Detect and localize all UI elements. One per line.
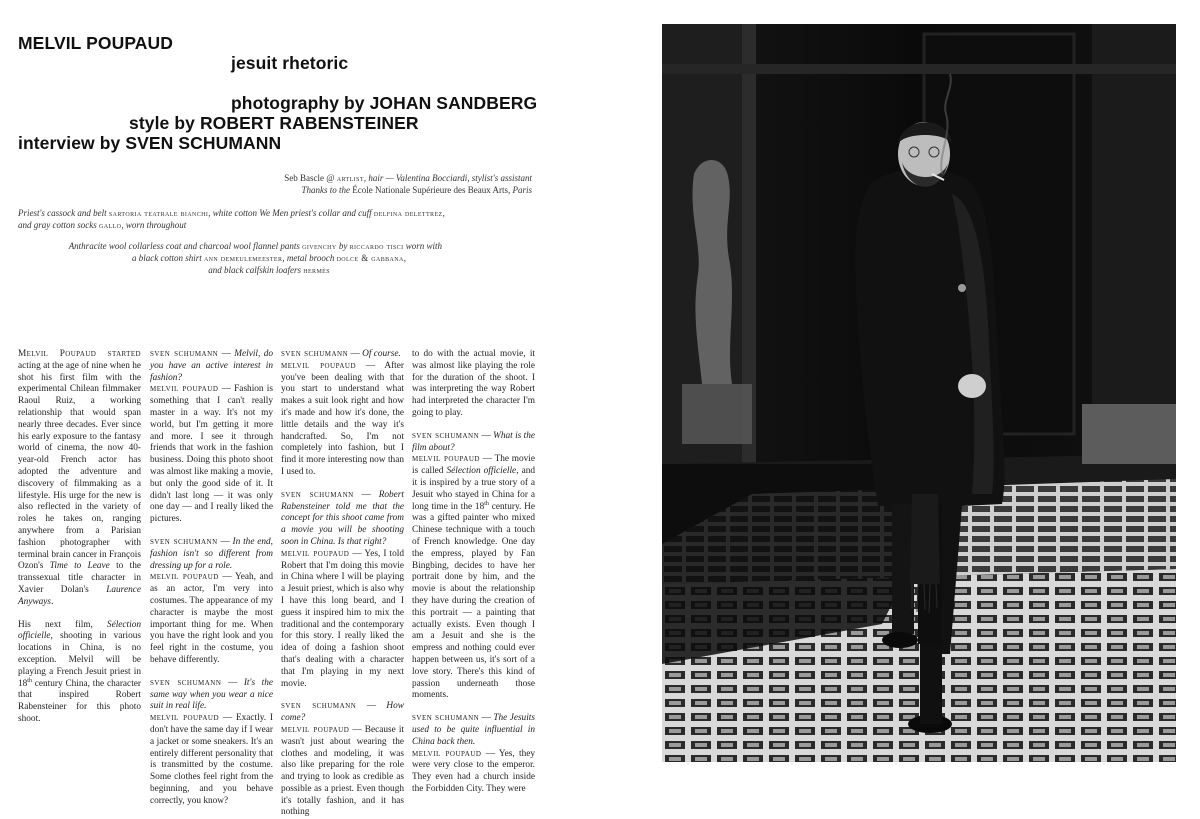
intro-paragraph-2: His next film, Sélection officielle, shooting in various locations in China, is no exception. Melvil will be playing a French Jesuit priest in 18th century China, the character that inspired Robert Rabensteiner for this photo shoot.	[18, 619, 141, 724]
question: sven schumann — How come?	[281, 701, 404, 724]
answer: melvil poupaud — Exactly. I don't have the same day if I wear a jacket or some sneakers. It's an entirely different personality that is transmitted by the costume. Some clothes feel right from the beginning, and you behave correctly, you know?	[150, 713, 273, 806]
shoe-left	[882, 632, 918, 648]
question: sven schumann — Of course.	[281, 349, 401, 359]
portrait-photo	[662, 24, 1176, 762]
question: sven schumann — The Jesuits used to be quite influential in China back then.	[412, 713, 535, 747]
interview-credit	[18, 133, 281, 153]
answer: melvil poupaud — Yes, they were very close to the emperor. They even had a church inside the Forbidden City. They were	[412, 748, 535, 794]
answer: melvil poupaud — Yeah, and as an actor, I'm very into costumes. The appearance of my character is maybe the most important thing for me. When you have the right look and you feel right in the costume, you behave differently.	[150, 572, 273, 665]
article-title: MELVIL POUPAUD	[18, 33, 174, 53]
portrait-illustration	[662, 24, 1176, 762]
photography-prefix: photography by	[231, 93, 370, 113]
answer-continued: to do with the actual movie, it was almost like playing the role for the duration of the shoot. I was interpreting the way Robert had interpreted the character I'm going to play.	[412, 349, 535, 418]
answer: melvil poupaud — The movie is called Sélection officielle, and it is inspired by a true story of a Jesuit who stayed in China for a long time in the 18th century. He was a gifted painter who mixed Chinese technique with a touch of French knowledge. One day the empress, played by Fan Bingbing, decides to have her portrait done by him, and the movie is about the relationship they have during the creation of this portrait — a painting that actually exists. Even though I am a Jesuit and she is the empress and nothing could ever happen between us, it's sort of a love story. There's this kind of passion underneath those moments.	[412, 454, 535, 701]
question: sven schumann — What is the film about?	[412, 430, 535, 453]
question: sven schumann — Melvil, do you have an active interest in fashion?	[150, 349, 273, 383]
text-column-2	[150, 349, 273, 807]
text-column-1	[18, 349, 141, 737]
question: sven schumann — Robert Rabensteiner told me that the concept for this shoot came from a movie you will be shooting soon in China. Is that right?	[281, 489, 404, 547]
intro-paragraph: Melvil Poupaud started acting at the age of nine when he shot his first film with the experimental Chilean filmmaker Raoul Ruiz, a working relationship that would span nearly three decades. Ever since his early exposure to the fantasy world of cinema, the now 40-year-old French actor has adopted the adventure and discovery of filmmaking as a lifestyle. His urge for the new is also reflected in the variety of roles he takes on, ranging anywhere from a Parisian fashion photographer with terminal brain cancer in François Ozon's Time to Leave to the transsexual title character in Xavier Dolan's Laurence Anyways.	[18, 349, 141, 607]
article-subtitle: jesuit rhetoric	[231, 53, 349, 73]
hand	[958, 374, 986, 398]
answer: melvil poupaud — Yes, I told Robert that I'm doing this movie in China where I will be playing a Jesuit priest, which is also why I have this long beard, and I guess it inspired him to mix the traditional and the contemporary for this story. I really liked the idea of doing a fashion shoot that's dealing with a character that I'm playing in my next movie.	[281, 548, 404, 689]
style-prefix: style by	[129, 113, 200, 133]
stylist-name: ROBERT RABENSTEINER	[199, 113, 419, 133]
answer: melvil poupaud — Because it wasn't just about wearing the clothes and modeling, it was also like preparing for the role and trying to look as credible as possible as a priest. Even though it's totally fashion, and it has nothing	[281, 724, 404, 818]
column-right	[1092, 24, 1176, 454]
look-credit-2: Anthracite wool collarless coat and charcoal wool flannel pants givenchy by riccardo tisci worn with	[68, 241, 442, 251]
question: sven schumann — It's the same way when you wear a nice suit in real life.	[150, 677, 274, 712]
answer: melvil poupaud — After you've been dealing with that you start to understand what makes a suit look right and how it's made and how it's done, the little details and the way it's handcrafted. So, I'm not completely into fashion, but I find it more interesting now than I used to.	[281, 360, 404, 477]
assistant-credit: Seb Bascle @ artlist, hair — Valentina Bocciardi, stylist's assistant	[284, 173, 532, 183]
look-credit-1: Priest's cassock and belt sartoria teatrale bianchi, white cotton We Men priest's collar and cuff delfina delettrez,	[18, 208, 445, 218]
style-credit	[129, 113, 419, 133]
question: sven schumann — In the end, fashion isn't so different from dressing up for a role.	[150, 536, 273, 571]
text-column-4	[412, 349, 535, 796]
photographer-name: JOHAN SANDBERG	[369, 93, 538, 113]
photography-credit	[231, 93, 537, 113]
interviewer-name: SVEN SCHUMANN	[125, 133, 282, 153]
interview-prefix: interview by	[18, 133, 126, 153]
look-credit-1b: and gray cotton socks gallo, worn throughout	[18, 220, 187, 230]
brooch	[958, 284, 966, 292]
answer: melvil poupaud — Fashion is something that I can't really master in a way. It's not my world, but I'm getting it more and more. I see it through friends that work in the fashion business. Doing this photo shoot was almost like making a movie, but only the good side of it. It didn't last long — it was only one day — and I really liked the pictures.	[150, 384, 273, 525]
look-credit-2b: a black cotton shirt ann demeulemeester, metal brooch dolce & gabbana,	[131, 253, 406, 263]
text-column-3	[281, 349, 404, 819]
statue	[692, 160, 732, 384]
look-credit-2c: and black calfskin loafers hermès	[208, 265, 330, 275]
thanks-credit: Thanks to the École Nationale Supérieure des Beaux Arts, Paris	[301, 185, 532, 195]
